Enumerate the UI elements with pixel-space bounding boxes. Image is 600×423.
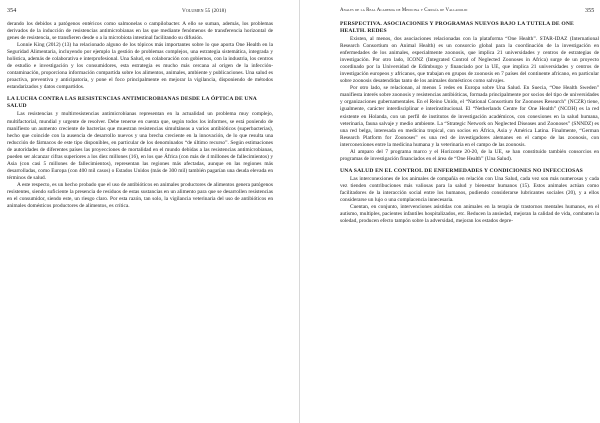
right-body-paragraph: Por otro lado, se relacionan, al menos 5 redes en Europa sobre Una Salud. En Suecia, “One Health Sweden” manifiesta interés sobre zoonosis y resistencias antibióticas, formada principalmente por socios del tipo de universidades y organizaciones gubernamentales. En el Reino Unido, el “National Consortium for Zoonoses Research” (NCZR) tiene, igualmente, carácter interdisciplinar e interinstitucional. El “Netherlands Centre for One Health” (NCOH) es la red existente en Holanda, con un perfil de institutos de investigación académicos, con conexiones en la salud humana, veterinaria, fauna salvaje y medio ambiente. La “Strategic Network on Neglected Diseases and Zoonoses” (SNNDZ) es una red belga, interesada en medicina tropical, con socios en África, Asia y América Latina. Finalmente, “German Research Platform for Zoonoses” es una red de investigadores alemanes en el campo de las zoonosis, con interconexiones entre la medicina humana y la veterinaria en el campo de las zoonosis. [340, 85, 599, 148]
right-text-column [340, 21, 599, 225]
right-page-number: 355 [585, 8, 595, 14]
left-section-heading: LA LUCHA CONTRA LAS RESISTENCIAS ANTIMICROBIANAS DESDE LA ÓPTICA DE UNA SALUD [7, 96, 257, 110]
left-running-head-text: Volumen 55 (2018) [182, 8, 227, 14]
right-section-heading: PERSPECTIVA. ASOCIACIONES Y PROGRAMAS NUEVOS BAJO LA TUTELA DE ONE HEALTH. REDES [340, 21, 574, 34]
right-running-head-text: Anales de la Real Academia de Medicina y Cirugía de Valladolid [340, 8, 468, 13]
right-body-paragraph: Cuentan, en conjunto, intervenciones asistidas con animales en la terapia de trastornos mentales humanos, en el autismo, multiples, pacientes infantiles hospitalizados, etc. Reducen la ansiedad, mejoran la calidad de vida, combaten la soledad, producen efecto tampón sobre la adversidad, mejoran los estados depre- [340, 204, 599, 225]
left-page-number: 354 [7, 8, 17, 14]
left-body-paragraph: A este respecto, es un hecho probado que el uso de antibióticos en animales productores de alimentos genera patógenos resistentes, siendo suficiente la presencia de residuos de estas sustancias en un alimento para que se desarrollen resistencias en el consumidor, siendo este, un riesgo claro. Por esta razón, tan solo, la vigilancia veterinaria del uso de antibióticos en animales domésticos productores de alimentos, es crítica. [7, 181, 273, 210]
left-body-paragraph: Lonnie King (2012) (13) ha relacionado alguno de los tópicos más importantes sobre lo que aporta One Health en la Seguridad Alimentaria, incluyendo por ejemplo la gestión de problemas complejos, una estrategia sistemática, integrada y holística, además de colaborativa e interprofesional. Una Salud, en colaboración con gobiernos, con la industria, los centros de estudio e investigación y los consumidores, esta estrategia es mucho más cercana al origen de la infección-contaminación, proporciona información compartida sobre los alimentos, animales, ambiente y publicaciones. Una salud es proactiva, preventiva y anticipatoria, y pone el foco principalmente en mejorar la vigilancia, disponiendo de métodos estandarizados y datos compartidos. [7, 42, 273, 91]
right-body-paragraph: Al amparo del 7 programa marco y el Horizonte 20-20, de la UE, se han constituido también consorcios en programas de investigación financiados en el área de “One Health” (Una Salud). [340, 148, 599, 162]
left-text-column [7, 21, 273, 210]
right-body-paragraph: Las interconexiones de los animales de compañía en relación con Una Salud, cada vez son más numerosas y cada vez tienden contribuciones más valiosas para la salud y bienestar humanos (15). Estos animales actúan como facilitadores de la interacción social entre los humanos, pudiendo considerarse lubricantes sociales (20), y a ellos considerarse un lujo o una complacencia innecesaria. [340, 175, 599, 203]
left-body-paragraph: Las resistencias y multirresistencias antimicrobianas representan en la actualidad un problema muy complejo, multifactorial, mundial y urgente de resolver. Debe tenerse en cuenta que, según todos los informes, se está poniendo de manifiesto un aumento creciente de bacterias que muestran resistencias simultáneas a varios antibióticos (superbacterias), hecho que coincide con la ausencia de desarrollo nuevos y una brecha creciente en la innovación, de lo que resulta una reducción de fármacos de este tipo disponibles, en particular de los denominados “de último recurso”. Según estimaciones de autoridades de diferentes países las proyecciones de mortalidad en el mundo debidas a las resistencias antimicrobianas, pueden ser alcanzar cifras superiores a los diez millones (16), en los que África (con más de 4 millones de fallecimientos) y Asia (con casi 5 millones de fallecimientos), representan las regiones más afectadas, aunque en las regiones más desarrolladas, como Europa (con 400 mil casos) o Estados Unidos (más de 300 mil) también pagarían una deuda elevada en términos de salud. [7, 111, 273, 181]
right-section-heading: UNA SALUD EN EL CONTROL DE ENFERMEDADES Y CONDICIONES NO INFECCIOSAS [340, 167, 583, 174]
left-body-paragraph: derando los debidos a patógenos entéricos como salmonelas o campilobacter. A ello se suman, además, los problemas derivados de la inducción de resistencias antimicrobianas en las que mediante fenómenos de transferencia horizontal de genes de resistencia, se transfieren desde o a la microbiota intestinal facilitando su difusión. [7, 21, 273, 42]
right-body-paragraph: Existen, al menos, dos asociaciones relacionadas con la plataforma “One Health”. STAR-IDAZ (International Research Consortium on Animal Health) es un consorcio global para la coordinación de la investigación en enfermedades de los animales, especialmente zoonosis, que implica 21 universidades y centros de estrategias de investigación. Por otro lado, ICONZ (Integrated Control of Neglected Zoonoses in Africa) surge de un proyecto coordinado por la Universidad de Edimburgo y financiado por la UE, que implica 21 universidades y centros de investigación europeos y africanos, que trabajan en grupos de zoonosis en 7 países del continente africano, en particular sobre zoonosis desatendidas tanto de los animales domésticos como salvajes. [340, 36, 599, 85]
right-page [300, 0, 600, 423]
